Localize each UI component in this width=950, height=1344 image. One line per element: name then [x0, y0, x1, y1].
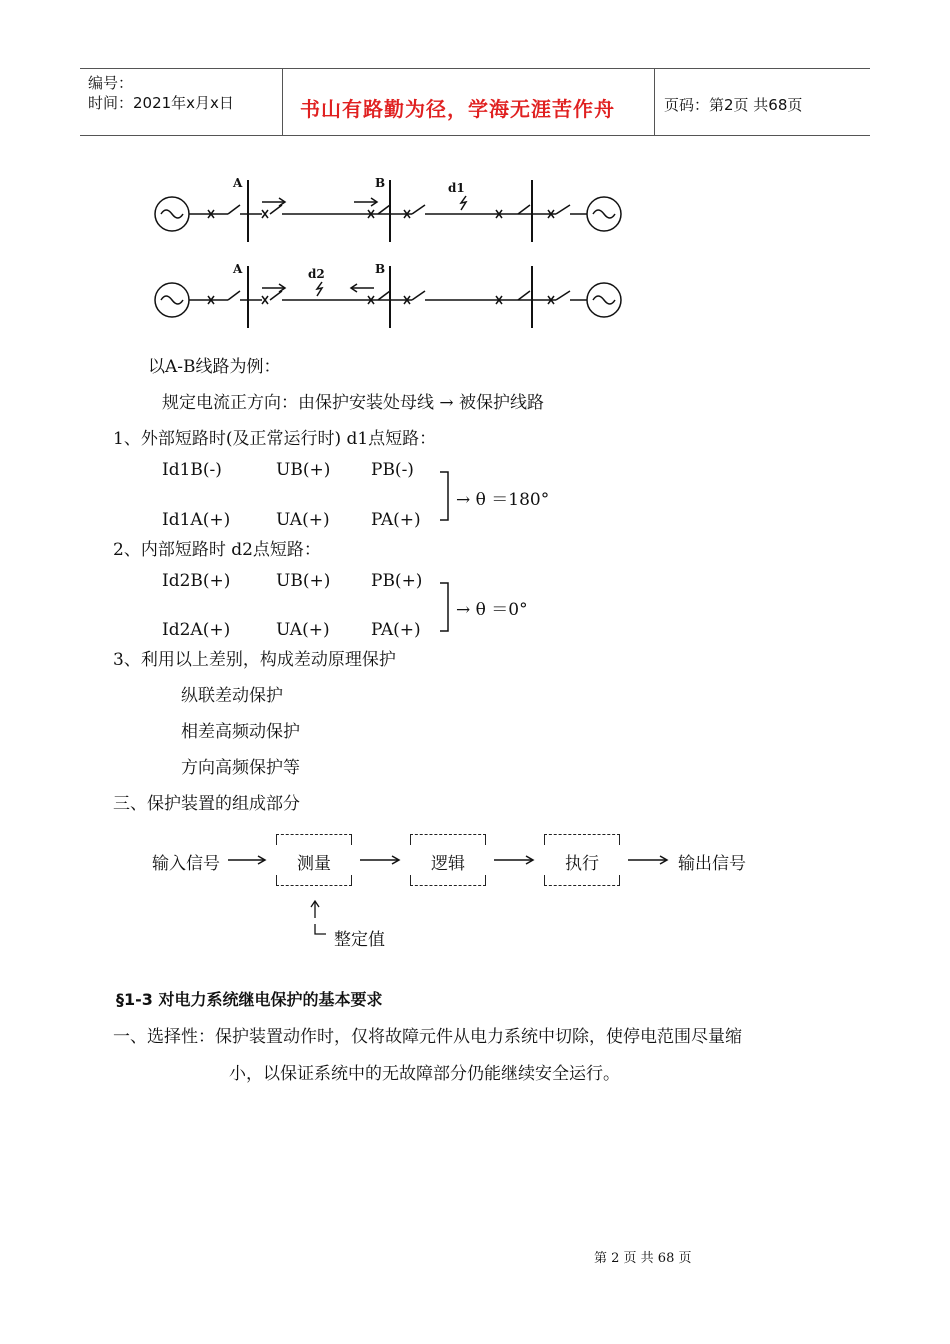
direction-rule: 规定电流正方向：由保护安装处母线 → 被保护线路	[162, 393, 545, 413]
arrow-right-icon	[492, 852, 542, 868]
section3-title: 三、保护装置的组成部分	[113, 794, 300, 814]
case2-power-b: PB(+)	[371, 571, 423, 591]
page-footer: 第 2 页 共 68 页	[594, 1251, 692, 1266]
case1-current-a: Id1A(+)	[162, 510, 231, 530]
case2-current-b: Id2B(+)	[162, 571, 231, 591]
case2-current-a: Id2A(+)	[162, 620, 231, 640]
bus-b-label-top: B	[375, 176, 386, 190]
arrow-right-icon	[226, 852, 276, 868]
case2-result: → θ ＝0°	[456, 600, 528, 620]
execute-block	[544, 834, 620, 886]
flow-setting-label: 整定值	[334, 930, 385, 950]
document-number-label: 编号：	[88, 74, 134, 92]
example-line: 以A-B线路为例：	[148, 357, 281, 377]
document-date-label: 时间：2021年x月x日	[88, 94, 234, 112]
arrow-right-icon	[358, 852, 408, 868]
fault-d1-icon	[461, 196, 466, 210]
bus-a-label-bottom: A	[233, 262, 243, 276]
header-page-info: 页码：第2页 共68页	[664, 96, 803, 114]
section-heading: §1-3 对电力系统继电保护的基本要求	[116, 990, 383, 1009]
setting-arrow-icon	[306, 896, 336, 942]
case2-title: 2、内部短路时 d2点短路：	[113, 540, 321, 560]
logic-label: 逻辑	[431, 854, 465, 874]
circuit-top	[155, 180, 621, 242]
bus-b-label-bottom: B	[375, 262, 386, 276]
circuit-bottom	[155, 266, 621, 328]
measure-block	[276, 834, 352, 886]
arrow-right-icon	[626, 852, 676, 868]
case1-voltage-a: UA(+)	[276, 510, 330, 530]
case3-item: 纵联差动保护	[181, 686, 283, 706]
protection-circuit-diagram	[0, 0, 950, 340]
case3-title: 3、利用以上差别，构成差动原理保护	[113, 650, 396, 670]
case1-power-a: PA(+)	[371, 510, 421, 530]
fault-d2-label: d2	[308, 267, 325, 281]
selectivity-line2: 小，以保证系统中的无故障部分仍能继续安全运行。	[229, 1064, 620, 1084]
fault-d2-icon	[317, 282, 322, 296]
case1-current-b: Id1B(-)	[162, 460, 222, 480]
case2-power-a: PA(+)	[371, 620, 421, 640]
flow-output-label: 输出信号	[678, 854, 746, 874]
fault-d1-label: d1	[448, 181, 465, 195]
case2-voltage-b: UB(+)	[276, 571, 331, 591]
bus-a-label-top: A	[233, 176, 243, 190]
execute-label: 执行	[565, 854, 599, 874]
case1-power-b: PB(-)	[371, 460, 414, 480]
logic-block	[410, 834, 486, 886]
case3-item: 相差高频动保护	[181, 722, 300, 742]
header-motto: 书山有路勤为径，学海无涯苦作舟	[300, 97, 615, 121]
case1-title: 1、外部短路时(及正常运行时) d1点短路：	[113, 429, 437, 449]
flow-input-label: 输入信号	[152, 854, 220, 874]
case2-voltage-a: UA(+)	[276, 620, 330, 640]
measure-label: 测量	[297, 854, 331, 874]
selectivity-line1: 一、选择性：保护装置动作时，仅将故障元件从电力系统中切除，使停电范围尽量缩	[113, 1027, 742, 1047]
case3-item: 方向高频保护等	[181, 758, 300, 778]
case1-voltage-b: UB(+)	[276, 460, 331, 480]
case1-result: → θ ＝180°	[456, 490, 550, 510]
